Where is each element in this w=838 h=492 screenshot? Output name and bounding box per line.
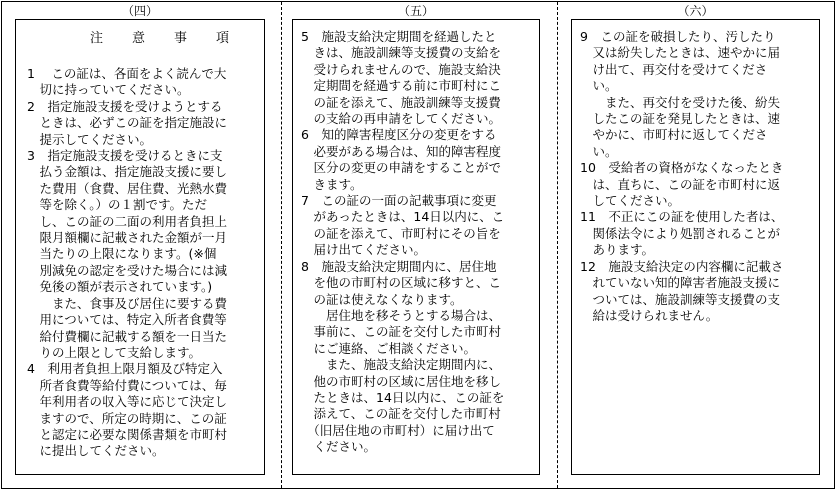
notice-line: してください。 <box>580 193 681 209</box>
notice-line: 8 施設支給決定期間内に、居住地 <box>301 258 497 274</box>
notice-line: 所者食費等給付費については、毎 <box>27 377 227 393</box>
notice-line: 5 施設支給決定期間を経過したと <box>301 29 497 44</box>
dashed-divider-right <box>557 2 558 488</box>
panel-4-text <box>27 66 227 460</box>
notice-line: の証は使えなくなります。 <box>301 291 463 307</box>
notice-line: 9 この証を破損したり、汚したり <box>580 29 776 44</box>
notice-line: また、施設支給決定期間内に、 <box>301 357 502 373</box>
notice-line: たときは、14日以内に、この証を <box>301 389 505 405</box>
notice-line: また、食事及び居住に要する費 <box>27 295 228 311</box>
notice-line: 区分の変更の申請をすることがで <box>301 160 502 176</box>
notice-line: ついては、施設訓練等支援費の支 <box>580 291 781 307</box>
panel-title-6: （六） <box>677 4 714 18</box>
notice-line: れていない知的障害者施設支援に <box>580 275 781 291</box>
notice-line: 6 知的障害程度区分の変更をする <box>301 127 497 143</box>
notice-line: 11 不正にこの証を使用した者は、 <box>580 209 784 225</box>
notice-line: の証を添えて、市町村にその旨を <box>301 225 501 241</box>
notice-line: 切に持っていてください。 <box>27 82 190 98</box>
notice-line: 払う金額は、指定施設支援に要し <box>27 164 228 180</box>
notice-line: 7 この証の一面の記載事項に変更 <box>301 193 497 209</box>
notice-line: あります。 <box>580 242 655 258</box>
panel-title-4: （四） <box>121 4 158 18</box>
notice-line: 他の市町村の区域に居住地を移し <box>301 373 502 389</box>
notice-line: を他の市町村の区域に移すと、こ <box>301 275 502 291</box>
notice-line: 必要がある場合は、知的障害程度 <box>301 143 502 159</box>
notice-line: 定期間を経過する前に市町村にこ <box>301 78 502 94</box>
notice-line: 提示してください。 <box>27 131 153 147</box>
notice-line: 1 この証は、各面をよく読んで大 <box>27 66 227 81</box>
notice-line: 2 指定施設支援を受けようとする <box>27 98 223 114</box>
notice-line: 届け出てください。 <box>301 242 427 258</box>
notice-line: 給は受けられません。 <box>580 307 719 323</box>
notice-line: 居住地を移そうとする場合は、 <box>301 307 502 323</box>
panel-6-text <box>580 29 783 324</box>
notice-line: 関係法令により処罰されることが <box>580 225 781 241</box>
notice-line: 年利用者の収入等に応じて決定し <box>27 394 228 410</box>
notice-line: に提出してください。 <box>27 443 165 459</box>
notice-line: 12 施設支給決定の内容欄に記載さ <box>580 258 784 274</box>
notice-line: い。 <box>580 78 618 94</box>
notice-line: の証を添えて、施設訓練等支援費 <box>301 94 501 110</box>
notice-line: 当たりの上限になります。(※個 <box>27 246 217 262</box>
notice-line: ますので、所定の時期に、この証 <box>27 410 227 426</box>
notice-line: ときは、必ずこの証を指定施設に <box>27 115 228 131</box>
notice-line: 3 指定施設支援を受けるときに支 <box>27 148 223 164</box>
notice-line: け出て、再交付を受けてくださ <box>580 61 768 77</box>
notice-line: い。 <box>580 143 618 159</box>
notice-line: 用については、特定入所者食費等 <box>27 312 227 328</box>
notice-line: 又は紛失したときは、速やかに届 <box>580 45 781 61</box>
notice-line: 事前に、この証を交付した市町村 <box>301 324 502 340</box>
notice-line: にご連絡、ご相談ください。 <box>301 340 477 356</box>
notice-line: やかに、市町村に返してくださ <box>580 127 768 143</box>
panel-title-5: （五） <box>397 4 434 18</box>
notice-line: 給付費欄に記載する額を一日当た <box>27 328 228 344</box>
notice-line: は、直ちに、この証を市町村に返 <box>580 176 781 192</box>
notice-line: 別減免の認定を受けた場合には減 <box>27 262 228 278</box>
notice-line: と認定に必要な関係書類を市町村 <box>27 426 228 442</box>
notice-line: また、再交付を受けた後、紛失 <box>580 94 781 110</box>
notice-line: 10 受給者の資格がなくなったとき <box>580 160 784 176</box>
notice-line: 添えて、この証を交付した市町村 <box>301 406 501 422</box>
notice-heading: 注 意 事 項 <box>90 31 238 46</box>
notice-line: 等を除く。）の１割です。ただ <box>27 197 208 213</box>
notice-line: 免後の額が表示されています。) <box>27 279 213 295</box>
notice-line: りの上限として支給します。 <box>27 344 202 360</box>
notice-line: た費用（食費、居住費、光熱水費 <box>27 180 228 196</box>
notice-line: ください。 <box>301 439 377 455</box>
panel-5-text <box>301 29 504 456</box>
notice-line: きます。 <box>301 176 363 192</box>
notice-line: 4 利用者負担上限月額及び特定入 <box>27 361 223 377</box>
notice-line: があったときは、14日以内に、こ <box>301 209 505 225</box>
notice-line: し、この証の二面の利用者負担上 <box>27 213 228 229</box>
notice-line: きは、施設訓練等支援費の支給を <box>301 45 502 61</box>
notice-line: したこの証を発見したときは、速 <box>580 111 781 127</box>
notice-line: （旧居住地の市町村）に届け出て <box>301 422 495 438</box>
notice-line: 受けられませんので、施設支給決 <box>301 61 501 77</box>
dashed-divider-left <box>281 2 282 488</box>
notice-line: 限月額欄に記載された金額が一月 <box>27 230 228 246</box>
notice-line: の支給の再申請をしてください。 <box>301 111 502 127</box>
